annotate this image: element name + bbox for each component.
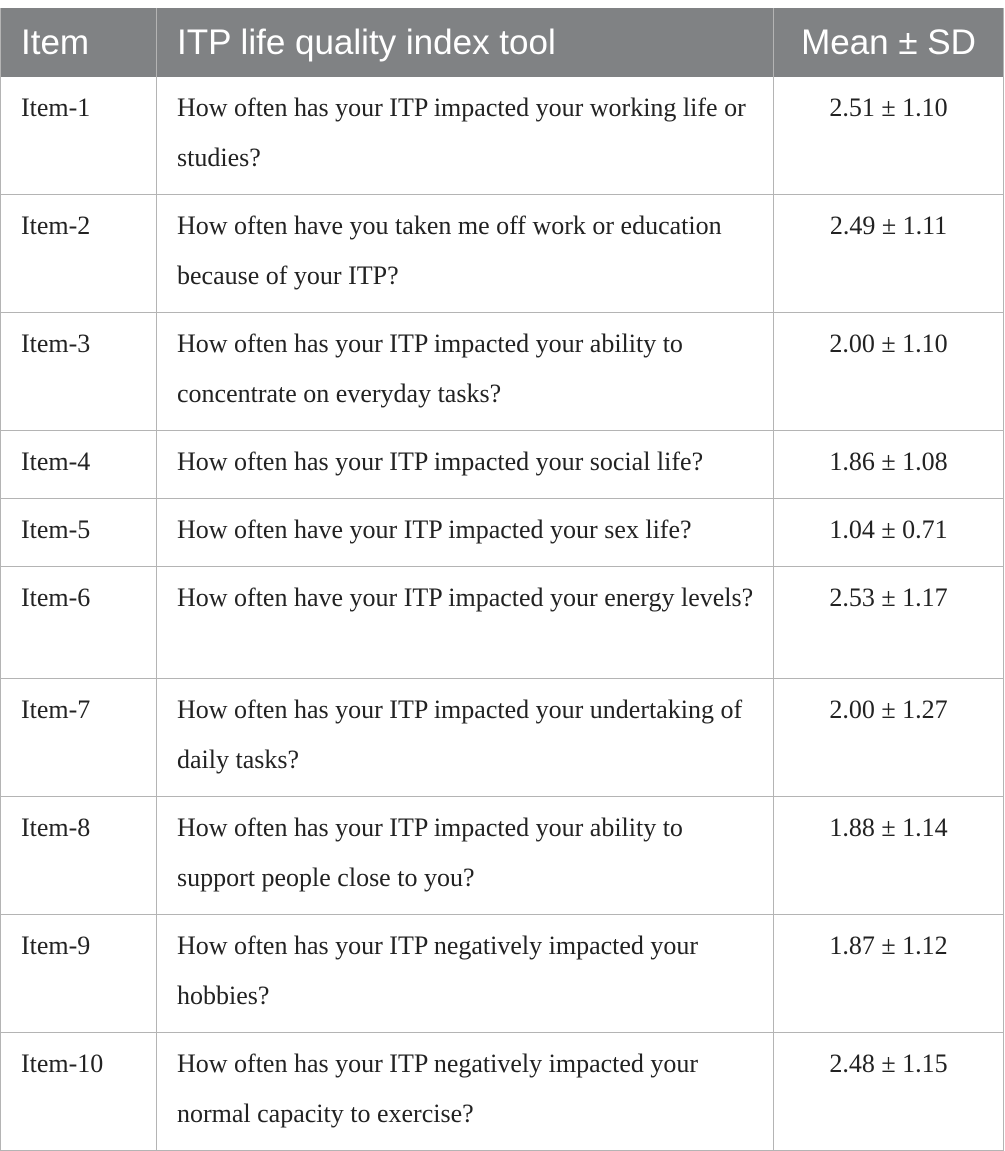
table-row [1,915,1004,1033]
item-label: Item-1 [1,77,157,195]
item-label: Item-10 [1,1033,157,1151]
item-mean-sd: 2.00 ± 1.10 [774,313,1004,431]
item-question: How often have you taken me off work or education because of your ITP? [157,195,774,313]
item-label: Item-8 [1,797,157,915]
table-row [1,77,1004,195]
table-row [1,313,1004,431]
table-body [1,77,1004,1151]
item-mean-sd: 1.04 ± 0.71 [774,499,1004,567]
item-label: Item-4 [1,431,157,499]
item-question: How often have your ITP impacted your sex life? [157,499,774,567]
item-mean-sd: 2.51 ± 1.10 [774,77,1004,195]
table-row [1,195,1004,313]
item-label: Item-2 [1,195,157,313]
item-mean-sd: 2.49 ± 1.11 [774,195,1004,313]
table-header [1,8,1004,77]
item-question: How often has your ITP impacted your undertaking of daily tasks? [157,679,774,797]
item-question: How often has your ITP negatively impacted your hobbies? [157,915,774,1033]
header-mean-sd: Mean ± SD [774,8,1004,77]
item-label: Item-3 [1,313,157,431]
item-question: How often has your ITP impacted your social life? [157,431,774,499]
item-label: Item-7 [1,679,157,797]
item-question: How often has your ITP impacted your working life or studies? [157,77,774,195]
header-item: Item [1,8,157,77]
item-mean-sd: 2.53 ± 1.17 [774,567,1004,679]
item-question: How often have your ITP impacted your energy levels? [157,567,774,679]
header-tool: ITP life quality index tool [157,8,774,77]
item-question: How often has your ITP negatively impacted your normal capacity to exercise? [157,1033,774,1151]
item-mean-sd: 2.00 ± 1.27 [774,679,1004,797]
item-mean-sd: 1.88 ± 1.14 [774,797,1004,915]
item-mean-sd: 1.86 ± 1.08 [774,431,1004,499]
itp-quality-table [0,8,1004,1151]
header-row [1,8,1004,77]
table-row [1,679,1004,797]
table-row [1,499,1004,567]
table-row [1,567,1004,679]
table-row [1,431,1004,499]
table-row [1,797,1004,915]
itp-quality-table-container [0,8,1003,1151]
item-question: How often has your ITP impacted your ability to support people close to you? [157,797,774,915]
item-label: Item-9 [1,915,157,1033]
item-question: How often has your ITP impacted your ability to concentrate on everyday tasks? [157,313,774,431]
item-label: Item-5 [1,499,157,567]
item-mean-sd: 1.87 ± 1.12 [774,915,1004,1033]
table-row [1,1033,1004,1151]
item-mean-sd: 2.48 ± 1.15 [774,1033,1004,1151]
item-label: Item-6 [1,567,157,679]
